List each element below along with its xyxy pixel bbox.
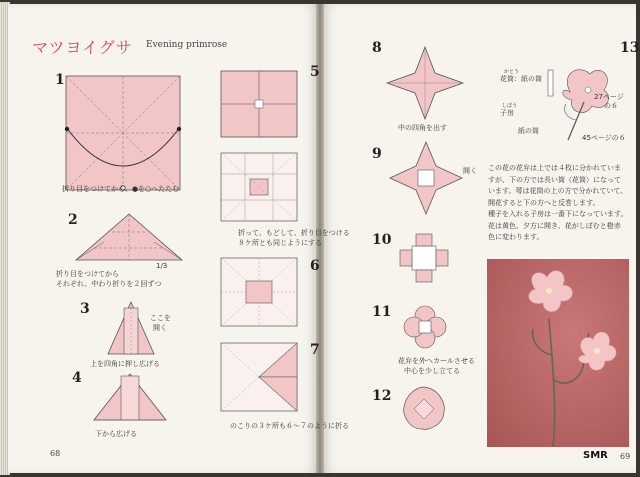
- step-2-caption-line2: それぞれ、中わり折りを２回ずつ: [56, 280, 162, 288]
- corner-number: 13: [620, 40, 640, 56]
- step-number: 2: [68, 212, 78, 228]
- page-title: マツヨイグサ: [32, 38, 133, 57]
- step-3-note-line2: 開く: [153, 324, 167, 332]
- description: [488, 163, 638, 244]
- step-11-caption-line1: 花弁を外へカールさせる: [398, 357, 475, 365]
- step-1-diagram: [65, 75, 183, 193]
- step-number: 7: [310, 342, 320, 358]
- step-number: 12: [372, 388, 392, 404]
- step-11-caption-line2: 中心を少し立てる: [404, 367, 460, 375]
- step-number: 1: [55, 72, 65, 88]
- step-2-caption-line1: 折り目をつけてから: [56, 270, 119, 278]
- step-number: 9: [372, 146, 382, 162]
- step-number: 3: [80, 301, 90, 317]
- step-number: 11: [372, 304, 392, 320]
- step-3-caption: 上を四角に押し広げる: [90, 360, 160, 368]
- description-line: 種子を入れる子房は一番下になっています。: [488, 210, 628, 218]
- step-7-caption: のこりの３ケ所も６～７のように折る: [230, 422, 349, 430]
- flower-ruby: かとう: [504, 69, 520, 75]
- description-line: います。萼は花筒の上の方で分かれていて、: [488, 187, 628, 195]
- description-line: この花の花弁は上では４枚に分かれていま: [488, 164, 621, 172]
- step-2-fraction: 1/3: [156, 262, 168, 270]
- step-11-diagram: [402, 304, 448, 350]
- step-number: 6: [310, 258, 320, 274]
- ovary-label: 子房: [500, 109, 514, 117]
- step-4-caption: 下から広げる: [95, 430, 137, 438]
- step-4-diagram: [90, 372, 170, 424]
- page-number-left: 68: [50, 449, 61, 458]
- step-12-diagram: [400, 385, 448, 433]
- flower-tube-label: 花筒：紙の筒: [500, 75, 542, 83]
- crease-diagram: [220, 152, 300, 224]
- step-number: 5: [310, 64, 320, 80]
- step-number: 8: [372, 40, 382, 56]
- description-line: すが、下の方では長い筒（花筒）になって: [488, 175, 621, 184]
- ref-45: 45ページの６: [582, 134, 626, 142]
- paper-tube-label: 紙の筒: [518, 127, 539, 135]
- step-2-diagram: [74, 212, 184, 264]
- step-9-diagram: [388, 140, 464, 216]
- step-8-diagram: [385, 45, 465, 121]
- crease-caption-line1: 折って、もどして、折り目をつける: [238, 229, 350, 237]
- description-line: 花は黄色、夕方に開き、花がしぼむと橙赤: [488, 221, 621, 230]
- step-6-diagram: [220, 257, 300, 329]
- step-1-caption: 折り目をつけてから、●を○へたたむ: [62, 185, 180, 193]
- description-line: 色に変わります。: [488, 233, 544, 241]
- step-9-note: 開く: [463, 167, 477, 175]
- step-8-caption: 中の四角を出す: [398, 124, 447, 132]
- description-line: 開花すると下の方へと反巻します。: [488, 198, 600, 207]
- ref-27-line1: 27ページ: [594, 93, 624, 101]
- watermark: SMR: [583, 450, 608, 461]
- flower-photo-illustration: [487, 259, 629, 447]
- step-7-diagram: [220, 342, 300, 414]
- page-number-right: 69: [620, 452, 631, 461]
- crease-caption-line2: ８ケ所とも同じようにする: [238, 239, 322, 247]
- ref-27-line2: の６: [604, 102, 618, 110]
- flower-photo: [487, 259, 629, 447]
- page-subtitle: Evening primrose: [146, 40, 228, 50]
- step-number: 4: [72, 370, 82, 386]
- step-number: 10: [372, 232, 392, 248]
- ovary-ruby: しぼう: [502, 103, 518, 109]
- step-10-diagram: [398, 232, 450, 284]
- step-5-diagram: [220, 70, 300, 140]
- step-3-note-line1: ここを: [150, 314, 171, 322]
